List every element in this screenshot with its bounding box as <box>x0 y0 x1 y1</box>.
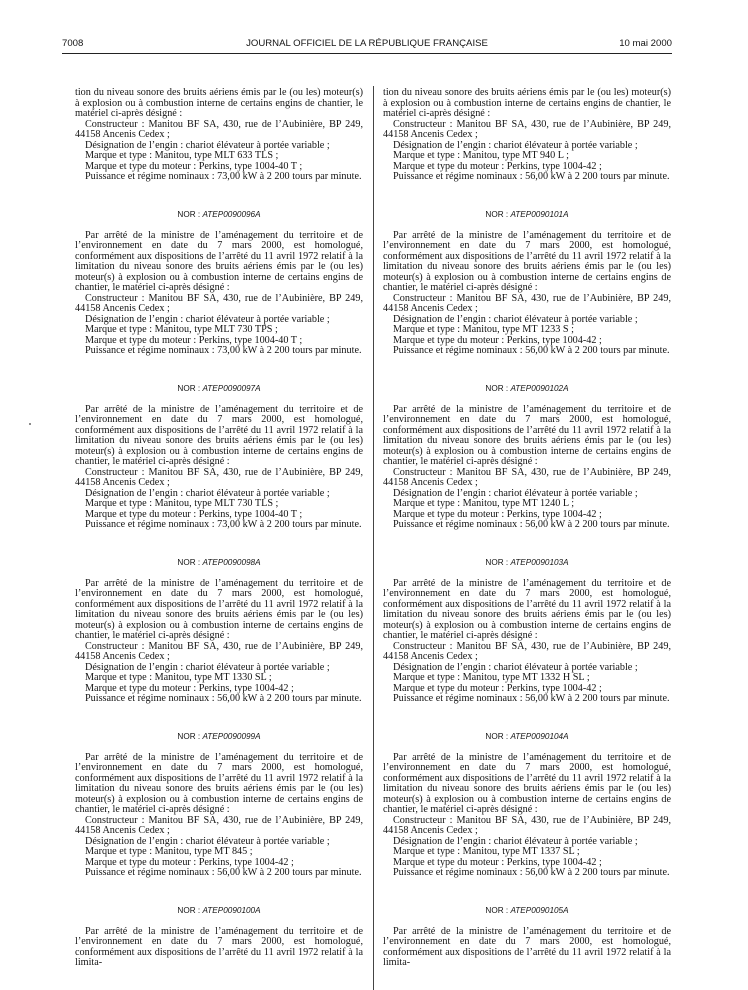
issue-date: 10 mai 2000 <box>619 38 672 49</box>
nor-reference <box>383 905 671 916</box>
decree-detail-line: Constructeur : Manitou BF SA, 430, rue de l’Aubinière, BP 249, 44158 Ancenis Cedex ; <box>75 640 363 662</box>
decree-detail-line: Marque et type du moteur : Perkins, type 1004-40 T ; <box>85 508 303 520</box>
nor-code: ATEP0090102A <box>510 383 569 393</box>
decree-detail-line: Constructeur : Manitou BF SA, 430, rue de l’Aubinière, BP 249, 44158 Ancenis Cedex ; <box>75 292 363 314</box>
page-number: 7008 <box>62 38 84 49</box>
nor-prefix: NOR : <box>177 383 201 393</box>
decree-paragraph: Par arrêté de la ministre de l’aménagement du territoire et de l’environnement en date du 7 mars 2000, est homologué, conformément aux dispositions de l’arrêté du 11 avril 1972 relatif à la limitation du niveau sonore des bruits aériens émis par le (ou les) moteur(s) à explosion ou à combustion interne de certains engins de chantier, le matériel ci-après désigné : <box>383 577 671 641</box>
decree-detail-line: Désignation de l’engin : chariot élévateur à portée variable ; <box>85 835 330 847</box>
decree-detail-line: Constructeur : Manitou BF SA, 430, rue de l’Aubinière, BP 249, 44158 Ancenis Cedex ; <box>383 640 671 662</box>
nor-reference <box>383 557 671 568</box>
decree-detail-line: Constructeur : Manitou BF SA, 430, rue de l’Aubinière, BP 249, 44158 Ancenis Cedex ; <box>383 814 671 836</box>
decree-detail-line: Marque et type : Manitou, type MT 1332 H SL ; <box>393 672 590 683</box>
nor-code: ATEP0090099A <box>202 731 261 741</box>
decree-entry <box>75 209 363 357</box>
nor-code: ATEP0090100A <box>202 905 261 915</box>
decree-entry <box>75 731 363 879</box>
decree-detail-line: Puissance et régime nominaux : 73,00 kW à 2 200 tours par minute. <box>85 519 362 530</box>
nor-reference <box>383 209 671 220</box>
decree-paragraph: Par arrêté de la ministre de l’aménagement du territoire et de l’environnement en date du 7 mars 2000, est homologué, conformément aux dispositions de l’arrêté du 11 avril 1972 relatif à la limitation du niveau sonore des bruits aériens émis par le (ou les) moteur(s) à explosion ou à combustion interne de certains engins de chantier, le matériel ci-après désigné : <box>75 229 363 293</box>
column-separator <box>373 86 374 990</box>
decree-paragraph: tion du niveau sonore des bruits aériens émis par le (ou les) moteur(s) à explosion ou à combustion interne de certains engins de chantier, le matériel ci-après désigné : <box>383 87 671 119</box>
decree-detail-line: Marque et type : Manitou, type MLT 730 TPS ; <box>85 324 278 335</box>
decree-entry <box>383 557 671 705</box>
decree-paragraph: tion du niveau sonore des bruits aériens émis par le (ou les) moteur(s) à explosion ou à combustion interne de certains engins de chantier, le matériel ci-après désigné : <box>75 87 363 119</box>
decree-paragraph: Par arrêté de la ministre de l’aménagement du territoire et de l’environnement en date du 7 mars 2000, est homologué, conformément aux dispositions de l’arrêté du 11 avril 1972 relatif à la limita- <box>383 925 671 968</box>
nor-reference <box>75 905 363 916</box>
nor-reference <box>75 383 363 394</box>
decree-detail-line: Puissance et régime nominaux : 56,00 kW à 2 200 tours par minute. <box>393 171 670 182</box>
decree-detail-line: Marque et type : Manitou, type MLT 633 TLS ; <box>85 150 279 161</box>
decree-detail-line: Désignation de l’engin : chariot élévateur à portée variable ; <box>85 487 330 499</box>
nor-reference <box>383 383 671 394</box>
decree-detail-line: Marque et type du moteur : Perkins, type 1004-42 ; <box>393 682 602 694</box>
nor-code: ATEP0090097A <box>202 383 261 393</box>
header-rule <box>62 53 672 54</box>
decree-entry <box>383 905 671 969</box>
decree-detail-line: Désignation de l’engin : chariot élévateur à portée variable ; <box>393 313 638 325</box>
decree-detail-line: Puissance et régime nominaux : 56,00 kW à 2 200 tours par minute. <box>393 867 670 878</box>
nor-prefix: NOR : <box>177 731 201 741</box>
continued-entry <box>383 88 671 183</box>
nor-code: ATEP0090101A <box>510 209 569 219</box>
decree-detail-line: Constructeur : Manitou BF SA, 430, rue de l’Aubinière, BP 249, 44158 Ancenis Cedex ; <box>75 814 363 836</box>
right-column <box>383 88 671 969</box>
nor-prefix: NOR : <box>485 905 509 915</box>
decree-detail-line: Désignation de l’engin : chariot élévateur à portée variable ; <box>85 661 330 673</box>
decree-detail-line: Puissance et régime nominaux : 56,00 kW à 2 200 tours par minute. <box>85 867 362 878</box>
decree-paragraph: Par arrêté de la ministre de l’aménagement du territoire et de l’environnement en date du 7 mars 2000, est homologué, conformément aux dispositions de l’arrêté du 11 avril 1972 relatif à la limitation du niveau sonore des bruits aériens émis par le (ou les) moteur(s) à explosion ou à combustion interne de certains engins de chantier, le matériel ci-après désigné : <box>75 751 363 815</box>
decree-detail-line: Marque et type : Manitou, type MLT 730 TLS ; <box>85 498 279 509</box>
decree-detail-line: Constructeur : Manitou BF SA, 430, rue de l’Aubinière, BP 249, 44158 Ancenis Cedex ; <box>383 118 671 140</box>
decree-detail-line: Désignation de l’engin : chariot élévateur à portée variable ; <box>393 835 638 847</box>
nor-prefix: NOR : <box>177 905 201 915</box>
margin-speck <box>29 423 31 425</box>
nor-prefix: NOR : <box>485 731 509 741</box>
decree-entry <box>75 383 363 531</box>
decree-detail-line: Puissance et régime nominaux : 56,00 kW à 2 200 tours par minute. <box>393 345 670 356</box>
decree-entry <box>75 557 363 705</box>
nor-prefix: NOR : <box>485 557 509 567</box>
decree-detail-line: Constructeur : Manitou BF SA, 430, rue de l’Aubinière, BP 249, 44158 Ancenis Cedex ; <box>75 466 363 488</box>
decree-paragraph: Par arrêté de la ministre de l’aménagement du territoire et de l’environnement en date du 7 mars 2000, est homologué, conformément aux dispositions de l’arrêté du 11 avril 1972 relatif à la limitation du niveau sonore des bruits aériens émis par le (ou les) moteur(s) à explosion ou à combustion interne de certains engins de chantier, le matériel ci-après désigné : <box>75 403 363 467</box>
decree-detail-line: Marque et type du moteur : Perkins, type 1004-42 ; <box>393 856 602 868</box>
decree-detail-line: Désignation de l’engin : chariot élévateur à portée variable ; <box>85 313 330 325</box>
decree-detail-line: Marque et type du moteur : Perkins, type 1004-42 ; <box>85 682 294 694</box>
journal-title: JOURNAL OFFICIEL DE LA RÉPUBLIQUE FRANÇAISE <box>246 38 488 49</box>
decree-paragraph: Par arrêté de la ministre de l’aménagement du territoire et de l’environnement en date du 7 mars 2000, est homologué, conformément aux dispositions de l’arrêté du 11 avril 1972 relatif à la limitation du niveau sonore des bruits aériens émis par le (ou les) moteur(s) à explosion ou à combustion interne de certains engins de chantier, le matériel ci-après désigné : <box>383 229 671 293</box>
decree-detail-line: Marque et type : Manitou, type MT 1233 S ; <box>393 324 574 335</box>
decree-detail-line: Marque et type : Manitou, type MT 1337 SL ; <box>393 846 580 857</box>
decree-detail-line: Constructeur : Manitou BF SA, 430, rue de l’Aubinière, BP 249, 44158 Ancenis Cedex ; <box>75 118 363 140</box>
nor-prefix: NOR : <box>485 383 509 393</box>
decree-detail-line: Désignation de l’engin : chariot élévateur à portée variable ; <box>393 139 638 151</box>
decree-detail-line: Désignation de l’engin : chariot élévateur à portée variable ; <box>393 487 638 499</box>
nor-code: ATEP0090096A <box>202 209 261 219</box>
decree-detail-line: Puissance et régime nominaux : 56,00 kW à 2 200 tours par minute. <box>85 693 362 704</box>
decree-detail-line: Puissance et régime nominaux : 56,00 kW à 2 200 tours par minute. <box>393 693 670 704</box>
nor-reference <box>75 731 363 742</box>
decree-entry <box>383 731 671 879</box>
decree-detail-line: Désignation de l’engin : chariot élévateur à portée variable ; <box>393 661 638 673</box>
decree-detail-line: Marque et type : Manitou, type MT 1330 SL ; <box>85 672 272 683</box>
decree-detail-line: Marque et type : Manitou, type MT 845 ; <box>85 846 253 857</box>
journal-header <box>62 37 672 51</box>
decree-detail-line: Puissance et régime nominaux : 56,00 kW à 2 200 tours par minute. <box>393 519 670 530</box>
decree-detail-line: Marque et type : Manitou, type MT 940 L ; <box>393 150 569 161</box>
decree-entry <box>75 905 363 969</box>
decree-detail-line: Marque et type du moteur : Perkins, type 1004-42 ; <box>393 160 602 172</box>
decree-detail-line: Marque et type du moteur : Perkins, type 1004-42 ; <box>85 856 294 868</box>
nor-prefix: NOR : <box>177 209 201 219</box>
nor-code: ATEP0090098A <box>202 557 261 567</box>
decree-detail-line: Constructeur : Manitou BF SA, 430, rue de l’Aubinière, BP 249, 44158 Ancenis Cedex ; <box>383 466 671 488</box>
decree-detail-line: Marque et type : Manitou, type MT 1240 L ; <box>393 498 575 509</box>
decree-detail-line: Désignation de l’engin : chariot élévateur à portée variable ; <box>85 139 330 151</box>
decree-detail-line: Puissance et régime nominaux : 73,00 kW à 2 200 tours par minute. <box>85 171 362 182</box>
decree-paragraph: Par arrêté de la ministre de l’aménagement du territoire et de l’environnement en date du 7 mars 2000, est homologué, conformément aux dispositions de l’arrêté du 11 avril 1972 relatif à la limitation du niveau sonore des bruits aériens émis par le (ou les) moteur(s) à explosion ou à combustion interne de certains engins de chantier, le matériel ci-après désigné : <box>75 577 363 641</box>
nor-code: ATEP0090105A <box>510 905 569 915</box>
decree-entry <box>383 383 671 531</box>
decree-paragraph: Par arrêté de la ministre de l’aménagement du territoire et de l’environnement en date du 7 mars 2000, est homologué, conformément aux dispositions de l’arrêté du 11 avril 1972 relatif à la limita- <box>75 925 363 968</box>
decree-detail-line: Marque et type du moteur : Perkins, type 1004-40 T ; <box>85 160 303 172</box>
nor-prefix: NOR : <box>177 557 201 567</box>
decree-entry <box>383 209 671 357</box>
decree-paragraph: Par arrêté de la ministre de l’aménagement du territoire et de l’environnement en date du 7 mars 2000, est homologué, conformément aux dispositions de l’arrêté du 11 avril 1972 relatif à la limitation du niveau sonore des bruits aériens émis par le (ou les) moteur(s) à explosion ou à combustion interne de certains engins de chantier, le matériel ci-après désigné : <box>383 403 671 467</box>
nor-code: ATEP0090104A <box>510 731 569 741</box>
decree-detail-line: Puissance et régime nominaux : 73,00 kW à 2 200 tours par minute. <box>85 345 362 356</box>
decree-detail-line: Marque et type du moteur : Perkins, type 1004-42 ; <box>393 334 602 346</box>
nor-reference <box>75 209 363 220</box>
left-column <box>75 88 363 969</box>
nor-prefix: NOR : <box>485 209 509 219</box>
decree-detail-line: Marque et type du moteur : Perkins, type 1004-40 T ; <box>85 334 303 346</box>
nor-reference <box>75 557 363 568</box>
decree-detail-line: Constructeur : Manitou BF SA, 430, rue de l’Aubinière, BP 249, 44158 Ancenis Cedex ; <box>383 292 671 314</box>
nor-code: ATEP0090103A <box>510 557 569 567</box>
decree-paragraph: Par arrêté de la ministre de l’aménagement du territoire et de l’environnement en date du 7 mars 2000, est homologué, conformément aux dispositions de l’arrêté du 11 avril 1972 relatif à la limitation du niveau sonore des bruits aériens émis par le (ou les) moteur(s) à explosion ou à combustion interne de certains engins de chantier, le matériel ci-après désigné : <box>383 751 671 815</box>
continued-entry <box>75 88 363 183</box>
decree-detail-line: Marque et type du moteur : Perkins, type 1004-42 ; <box>393 508 602 520</box>
nor-reference <box>383 731 671 742</box>
